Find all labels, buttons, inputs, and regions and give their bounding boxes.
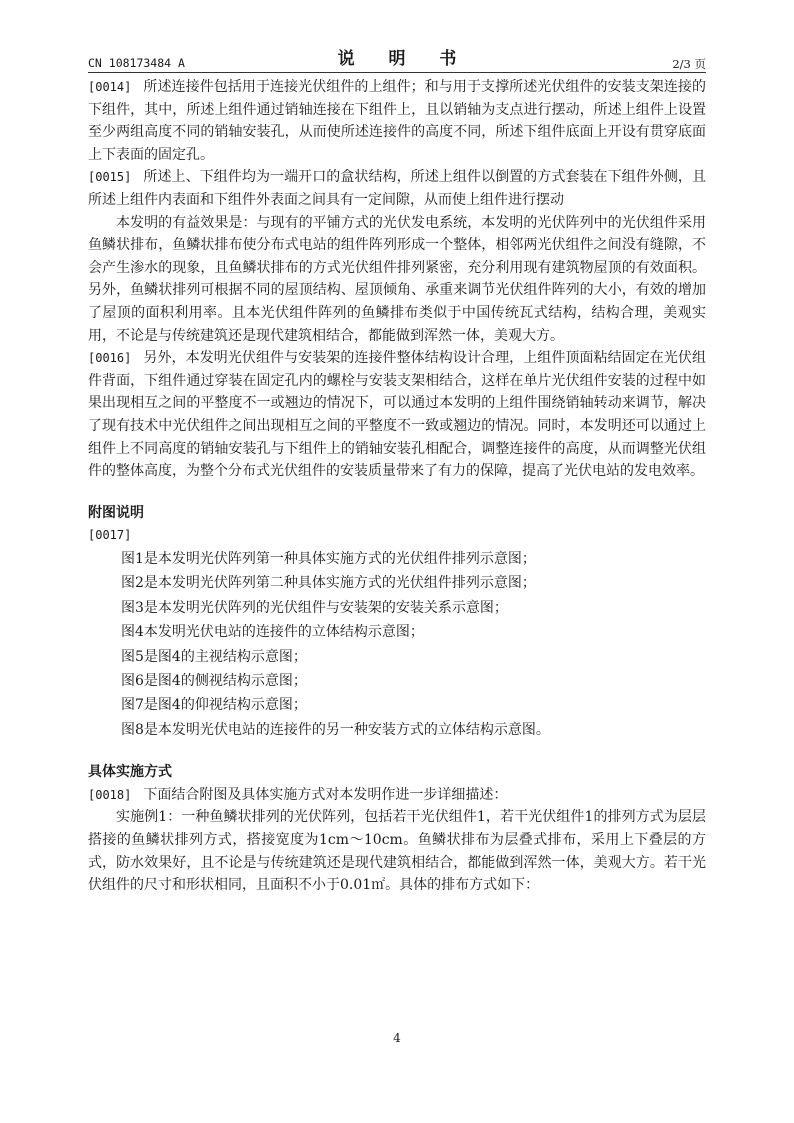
embodiment-section-title: 具体实施方式 xyxy=(88,764,172,781)
document-title: 说 明 书 xyxy=(337,49,471,69)
paragraph-number: [0016] xyxy=(88,351,132,366)
figure-item: 图5是图4的主视结构示意图； xyxy=(121,648,307,665)
example-1-paragraph: 实施例1：一种鱼鳞状排列的光伏阵列，包括若干光伏组件1，若干光伏组件1的排列方式为层层搭接的鱼鳞状排列方式，搭接宽度为1cm～10cm。鱼鳞状排布为层叠式排布，采用上下叠层的方式，防水效果好，且不论是与传统建筑还是现代建筑相结合，都能做到浑然一体，美观大方。若干光伏组件的尺寸和形状相同，且面积不小于0.01㎡。具体的排布方式如下： xyxy=(88,809,706,894)
figure-item: 图4本发明光伏电站的连接件的立体结构示意图； xyxy=(121,624,424,641)
page-info: 2/3 页 xyxy=(672,57,706,71)
paragraph-text: 另外，本发明光伏组件与安装架的连接件整体结构设计合理，上组件顶面粘结固定在光伏组件背面，下组件通过穿装在固定孔内的螺栓与安装支架相结合，这样在单片光伏组件安装的过程中如果出现相互之间的平整度不一或翘边的情况下，可以通过本发明的上组件围绕销轴转动来调节，解决了现有技术中光伏组件之间出现相互之间的平整度不一致或翘边的情况。同时，本发明还可以通过上组件上不同高度的销轴安装孔与下组件上的销轴安装孔相配合，调整连接件的高度，从而调整光伏组件的整体高度，为整个分布式光伏组件的安装质量带来了有力的保障，提高了光伏电站的发电效率。 xyxy=(88,350,706,480)
paragraph-number: [0014] xyxy=(88,80,132,94)
paragraph-text: 下面结合附图及具体实施方式对本发明作进一步详细描述： xyxy=(143,786,508,803)
page-header xyxy=(88,44,706,73)
paragraph-0018 xyxy=(88,784,706,807)
paragraph-text: 所述连接件包括用于连接光伏组件的上组件；和与用于支撑所述光伏组件的安装支架连接的下组件，其中，所述上组件通过销轴连接在下组件上，且以销轴为支点进行摆动，所述上组件上设置至少两组高度不同的销轴安装孔，从而使所述连接件的高度不同，所述下组件底面上开设有贯穿底面上下表面的固定孔。 xyxy=(88,79,706,163)
page-number: 4 xyxy=(393,1031,401,1045)
figure-item: 图2是本发明光伏阵列第二种具体实施方式的光伏组件排列示意图； xyxy=(121,575,536,592)
paragraph-0016 xyxy=(88,347,706,483)
paragraph-text: 所述上、下组件均为一端开口的盒状结构，所述上组件以倒置的方式套装在下组件外侧，且所述上组件内表面和下组件外表面之间具有一定间隙，从而使上组件进行摆动 xyxy=(88,169,706,208)
figures-section-title: 附图说明 xyxy=(88,504,144,521)
figure-item: 图6是图4的侧视结构示意图； xyxy=(121,672,307,689)
figure-item: 图8是本发明光伏电站的连接件的另一种安装方式的立体结构示意图。 xyxy=(121,721,550,738)
paragraph-0014 xyxy=(88,76,706,166)
benefit-paragraph: 本发明的有益效果是：与现有的平铺方式的光伏发电系统，本发明的光伏阵列中的光伏组件采用鱼鳞状排布，鱼鳞状排布使分布式电站的组件阵列形成一个整体，相邻两光伏组件之间没有缝隙，不会产生渗水的现象，且鱼鳞状排布的方式光伏组件排列紧密，充分利用现有建筑物屋顶的有效面积。另外，鱼鳞状排列可根据不同的屋顶结构、屋顶倾角、承重来调节光伏组件阵列的大小，有效的增加了屋顶的面积利用率。且本光伏组件阵列的鱼鳞排布类似于中国传统瓦式结构，结构合理，美观实用，不论是与传统建筑还是现代建筑相结合，都能做到浑然一体，美观大方。 xyxy=(88,214,706,344)
figure-item: 图7是图4的仰视结构示意图； xyxy=(121,697,307,714)
document-body xyxy=(88,76,706,897)
paragraph-number-0017: [0017] xyxy=(88,528,132,543)
figure-item: 图3是本发明光伏阵列的光伏组件与安装架的安装关系示意图； xyxy=(121,599,508,616)
patent-number: CN 108173484 A xyxy=(88,56,185,70)
paragraph-number: [0015] xyxy=(88,170,132,185)
figure-item: 图1是本发明光伏阵列第一种具体实施方式的光伏组件排列示意图； xyxy=(121,550,536,567)
paragraph-number: [0018] xyxy=(88,787,132,802)
paragraph-0015 xyxy=(88,166,706,211)
